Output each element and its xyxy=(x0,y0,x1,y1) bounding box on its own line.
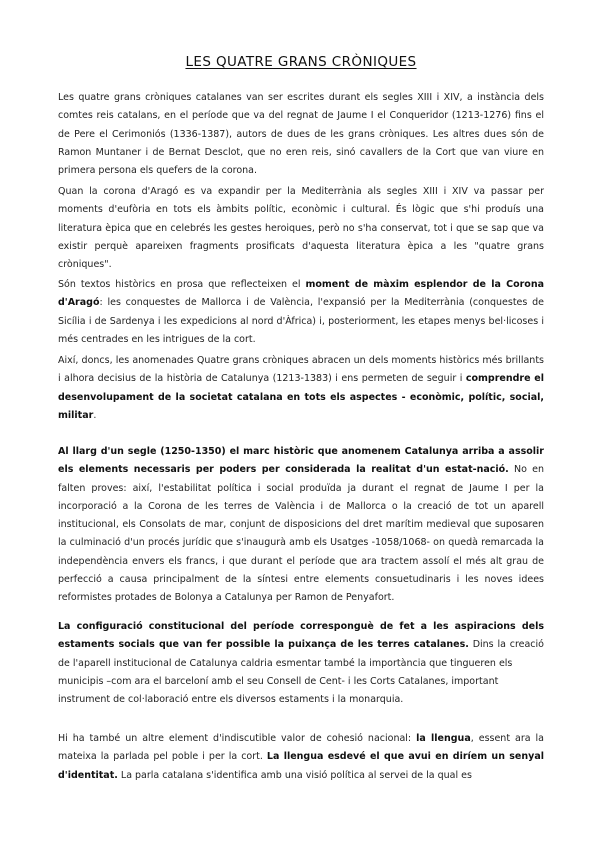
paragraph-7-text-a: Hi ha també un altre element d'indiscutible valor de cohesió nacional: xyxy=(58,733,417,744)
paragraph-3-text-c: : les conquestes de Mallorca i de València, l'expansió per la Mediterrània (conquestes de Sicília i de Sardenya i les expedicions al nord d'Àfrica) i, posteriorment, les etapes menys bel·licoses i més centrades en les intrigues de la cort. xyxy=(58,297,544,345)
paragraph-7-bold-b: La llengua esdevé el que avui en diríem un senyal d'identitat. xyxy=(58,751,544,781)
paragraph-6-text-c: municipis –com ara el barceloní amb el seu Consell de Cent- i les Corts Catalanes, important instrument de col·laboració entre els diversos estaments i la monarquia. xyxy=(58,675,499,706)
paragraph-6-bold: La configuració constitucional del període corresponguè de fet a les aspiracions dels estaments socials que van fer possible la puixança de les terres catalanes. xyxy=(58,621,544,651)
paragraph-4-text-a: Així, doncs, les anomenades Quatre grans cròniques abracen un dels moments històrics més brillants i alhora decisius de la història de Catalunya (1213-1383) i ens permeten de seguir i xyxy=(58,355,544,385)
paragraph-6 xyxy=(58,618,544,709)
paragraph-2: Quan la corona d'Aragó es va expandir per la Mediterrània als segles XIII i XIV va passar per moments d'eufòria en tots els àmbits polític, econòmic i cultural. És lògic que s'hi produís una literatura èpica que en celebrés les gestes heroiques, però no s'ha conservat, tot i que se sap que va existir perquè apareixen fragments prosificats d'aquesta literatura èpica a les "quatre grans cròniques". xyxy=(58,186,544,271)
paragraph-3-bold: moment de màxim esplendor de la Corona d'Aragó xyxy=(58,279,544,309)
paragraph-7-bold-a: la llengua xyxy=(416,733,471,744)
paragraph-6-text-b: Dins la creació de l'aparell institucional de Catalunya caldria esmentar també la importància que tingueren els xyxy=(58,639,544,669)
paragraph-4-bold: comprendre el desenvolupament de la societat catalana en tots els aspectes - econòmic, polític, social, militar xyxy=(58,373,545,421)
paragraph-5-bold: Al llarg d'un segle (1250-1350) el marc històric que anomenem Catalunya arriba a assolir els elements necessaris per poders per considerada la realitat d'un estat-nació. xyxy=(58,446,544,476)
paragraph-1: Les quatre grans cròniques catalanes van ser escrites durant els segles XIII i XIV, a instància dels comtes reis catalans, en el període que va del regnat de Jaume I el Conqueridor (1213-1276) fins el de Pere el Cerimoniós (1336-1387), autors de dues de les grans cròniques. Les altres dues són de Ramon Muntaner i de Bernat Desclot, que no eren reis, sinó cavallers de la Cort que van viure en primera persona els quefers de la corona. xyxy=(58,92,544,177)
page-title: LES QUATRE GRANS CRÒNIQUES xyxy=(185,54,417,70)
paragraph-7-text-c: , essent ara la mateixa la parlada pel poble i per la cort. xyxy=(58,733,544,763)
paragraph-4-text-c: . xyxy=(93,409,97,421)
paragraph-3-text-a: Són textos històrics en prosa que reflecteixen el xyxy=(58,279,306,290)
paragraph-4 xyxy=(58,352,544,425)
paragraph-7-text-e: La parla catalana s'identifica amb una visió política al servei de la qual es xyxy=(117,769,472,781)
paragraph-5-text: No en falten proves: així, l'estabilitat política i social produïda ja durant el regnat de Jaume I per la incorporació a la Corona de les terres de València i de Mallorca o la creació de tot un aparell institucional, els Consolats de mar, conjunt de disposicions del dret marítim medieval que suposaren la culminació d'un procés jurídic que s'inaugurà amb els Usatges -1058/1068- on quedà remarcada la independència envers els francs, i que durant el període que ara tractem assolí el més alt grau de perfecció a causa principalment de la síntesi entre elements consuetudinaris i les noves idees reformistes protades de Bolonya a Catalunya per Ramon de Penyafort. xyxy=(58,464,545,604)
paragraph-3 xyxy=(58,276,544,349)
paragraph-5 xyxy=(58,443,544,608)
paragraph-7 xyxy=(58,730,544,785)
